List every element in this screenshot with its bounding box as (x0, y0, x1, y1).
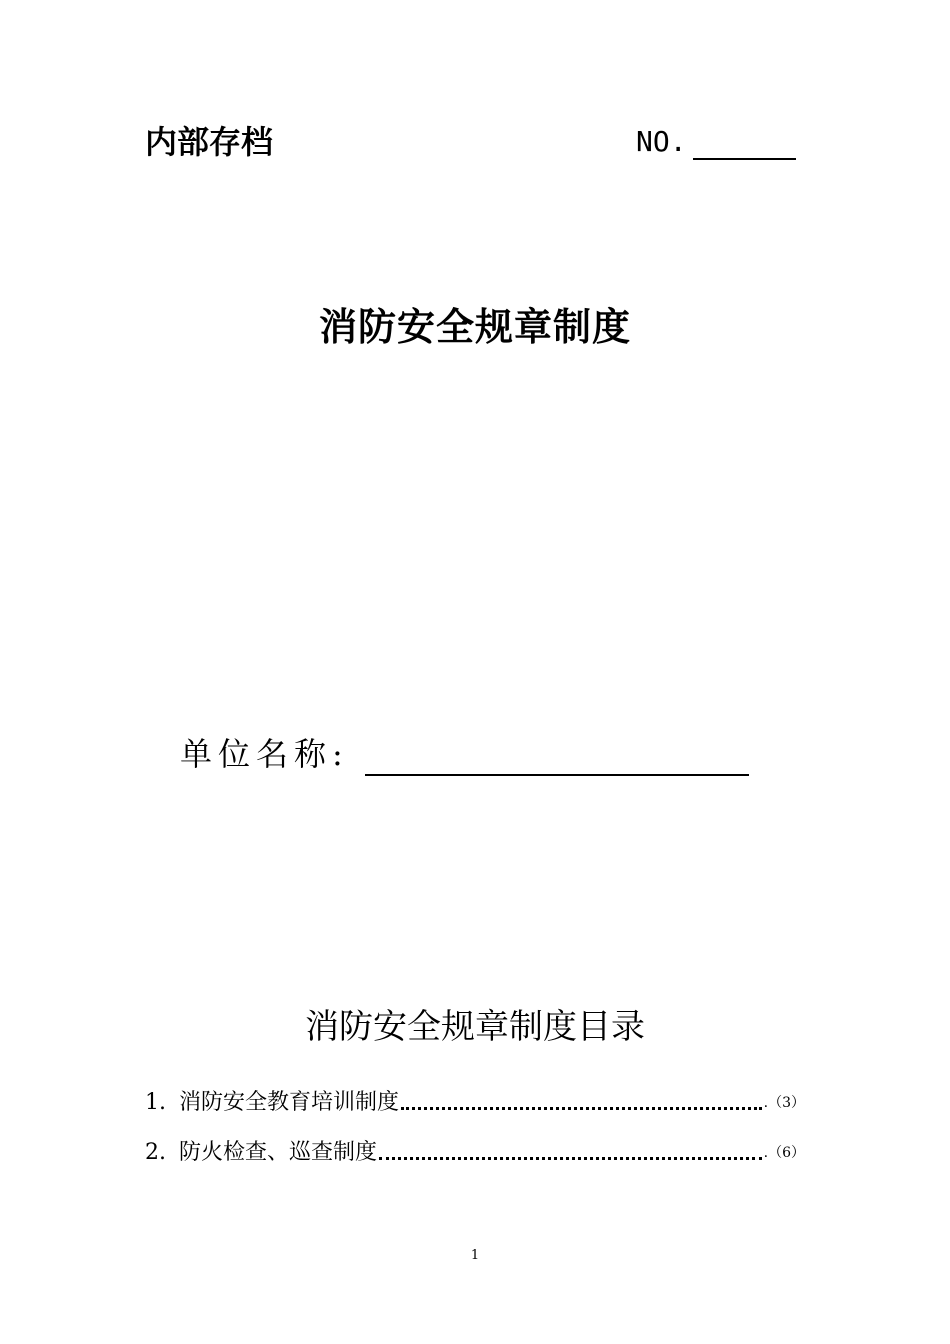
toc-item (145, 1134, 805, 1168)
unit-name-field (180, 732, 749, 776)
toc-item-text: 防火检查、巡查制度 (179, 1140, 378, 1165)
toc-dot-leader (401, 1106, 762, 1110)
unit-name-label: 单位名称: (180, 735, 349, 773)
page-number: 1 (470, 1248, 480, 1263)
document-title: 消防安全规章制度 (318, 304, 631, 349)
toc-item (145, 1084, 805, 1118)
toc-item-page: .（3） (763, 1095, 805, 1111)
toc-title: 消防安全规章制度目录 (305, 1007, 645, 1047)
unit-name-blank-line (365, 738, 749, 776)
toc-item-number: 1. (145, 1090, 166, 1115)
number-label: NO. (636, 125, 687, 158)
toc-item-text: 消防安全教育培训制度 (179, 1090, 400, 1115)
number-blank-line (693, 128, 796, 160)
toc-item-number: 2. (145, 1140, 166, 1165)
toc-item-page: .（6） (763, 1145, 805, 1161)
archive-label: 内部存档 (145, 123, 274, 161)
document-number (636, 124, 796, 160)
toc-dot-leader (379, 1156, 762, 1160)
